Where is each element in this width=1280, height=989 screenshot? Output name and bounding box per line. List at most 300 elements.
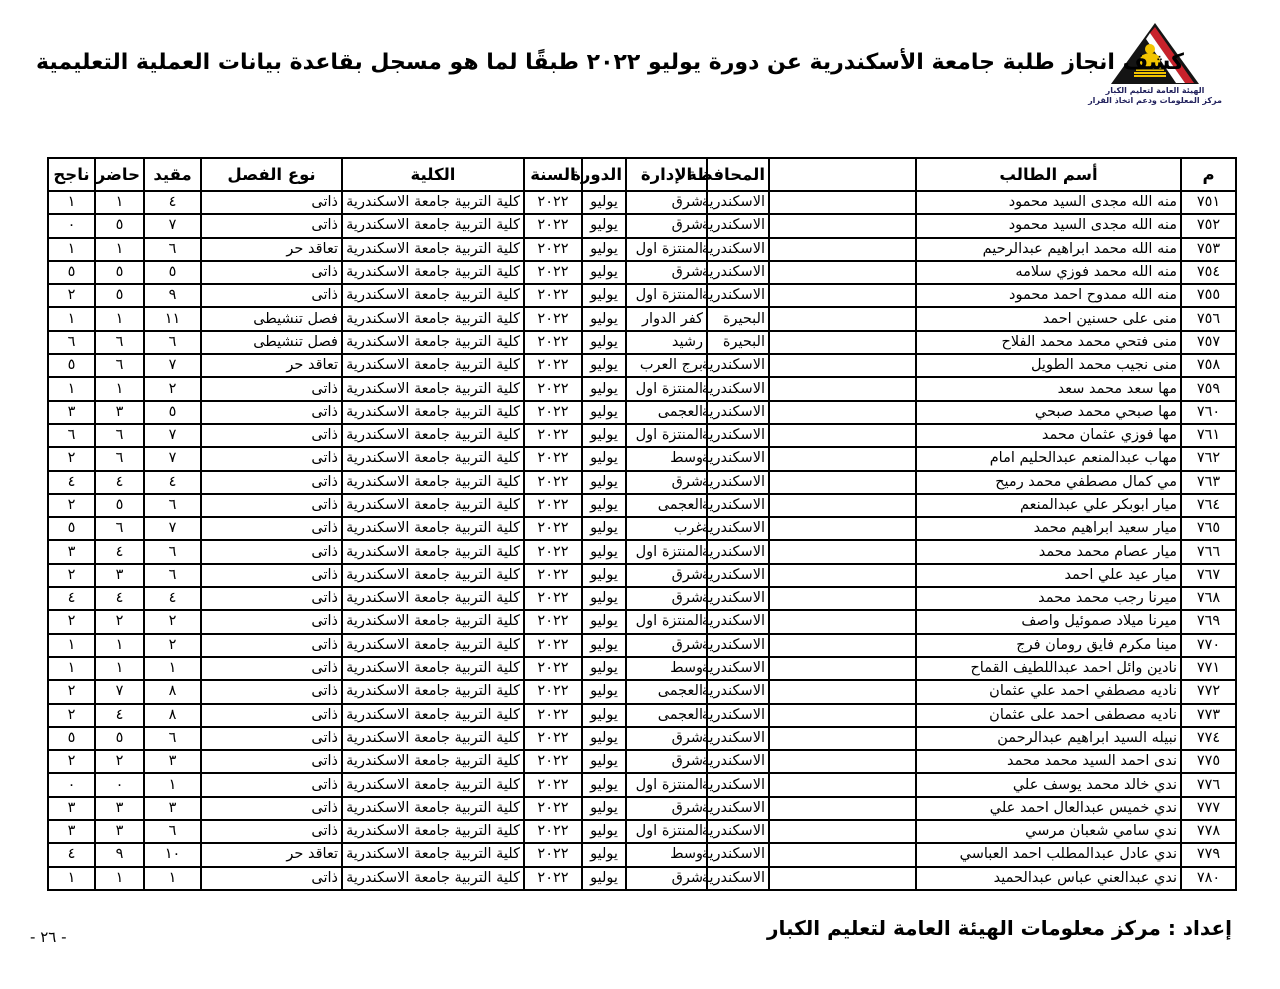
cell-college: كلية التربية جامعة الاسكندرية [342,820,524,843]
cell-college: كلية التربية جامعة الاسكندرية [342,494,524,517]
table-row [48,704,1236,727]
cell-number: ٧٦٤ [1181,494,1236,517]
spacer-cell [769,447,916,470]
cell-student-name: ندي خميس عبدالعال احمد علي [916,797,1181,820]
cell-student-name: نبيله السيد ابراهيم عبدالرحمن [916,727,1181,750]
spacer-cell [769,424,916,447]
cell-passed: ٣ [48,820,95,843]
cell-enrolled: ١ [144,773,201,796]
cell-session: يوليو [582,447,626,470]
cell-passed: ٠ [48,773,95,796]
cell-administration: المنتزة اول [626,820,707,843]
cell-year: ٢٠٢٢ [524,867,582,890]
cell-passed: ٣ [48,540,95,563]
col-header-number: م [1181,158,1236,191]
cell-passed: ٣ [48,401,95,424]
cell-governorate: الاسكندرية [707,634,769,657]
cell-class-type: ذاتى [201,657,342,680]
cell-class-type: ذاتى [201,587,342,610]
cell-number: ٧٧٣ [1181,704,1236,727]
table-header-row [48,158,1236,191]
cell-session: يوليو [582,517,626,540]
cell-enrolled: ١٠ [144,843,201,866]
cell-present: ٣ [95,401,144,424]
cell-number: ٧٧١ [1181,657,1236,680]
spacer-cell [769,587,916,610]
cell-present: ٥ [95,214,144,237]
table-row [48,773,1236,796]
cell-session: يوليو [582,680,626,703]
cell-year: ٢٠٢٢ [524,191,582,214]
cell-student-name: ميار عيد علي احمد [916,564,1181,587]
cell-college: كلية التربية جامعة الاسكندرية [342,867,524,890]
cell-present: ٥ [95,284,144,307]
table-row [48,727,1236,750]
cell-student-name: ميار سعيد ابراهيم محمد [916,517,1181,540]
cell-college: كلية التربية جامعة الاسكندرية [342,261,524,284]
spacer-cell [769,657,916,680]
cell-administration: شرق [626,727,707,750]
cell-administration: شرق [626,797,707,820]
cell-year: ٢٠٢٢ [524,727,582,750]
cell-year: ٢٠٢٢ [524,401,582,424]
cell-student-name: ندى احمد السيد محمد محمد [916,750,1181,773]
cell-session: يوليو [582,750,626,773]
cell-governorate: الاسكندرية [707,284,769,307]
cell-college: كلية التربية جامعة الاسكندرية [342,704,524,727]
cell-student-name: ميرنا ميلاد صموئيل واصف [916,610,1181,633]
table-row [48,494,1236,517]
cell-present: ٤ [95,471,144,494]
table-row [48,657,1236,680]
cell-enrolled: ٧ [144,517,201,540]
cell-governorate: البحيرة [707,331,769,354]
cell-present: ٤ [95,540,144,563]
col-header-passed: ناجح [48,158,95,191]
cell-year: ٢٠٢٢ [524,587,582,610]
cell-enrolled: ٧ [144,354,201,377]
cell-college: كلية التربية جامعة الاسكندرية [342,540,524,563]
cell-class-type: ذاتى [201,214,342,237]
cell-administration: شرق [626,587,707,610]
col-header-governorate: المحافظة [707,158,769,191]
cell-present: ٦ [95,354,144,377]
cell-present: ٠ [95,773,144,796]
cell-year: ٢٠٢٢ [524,610,582,633]
cell-passed: ٢ [48,610,95,633]
cell-year: ٢٠٢٢ [524,261,582,284]
cell-session: يوليو [582,377,626,400]
cell-administration: شرق [626,191,707,214]
cell-session: يوليو [582,471,626,494]
cell-session: يوليو [582,587,626,610]
cell-session: يوليو [582,307,626,330]
cell-governorate: الاسكندرية [707,564,769,587]
cell-passed: ٥ [48,517,95,540]
cell-enrolled: ٦ [144,238,201,261]
cell-governorate: الاسكندرية [707,494,769,517]
cell-year: ٢٠٢٢ [524,354,582,377]
cell-administration: غرب [626,517,707,540]
cell-college: كلية التربية جامعة الاسكندرية [342,238,524,261]
spacer-cell [769,377,916,400]
cell-passed: ٦ [48,424,95,447]
cell-class-type: ذاتى [201,680,342,703]
cell-student-name: ندي سامي شعبان مرسي [916,820,1181,843]
cell-governorate: الاسكندرية [707,238,769,261]
cell-passed: ٢ [48,704,95,727]
cell-class-type: ذاتى [201,750,342,773]
students-table [47,157,1237,891]
cell-governorate: الاسكندرية [707,750,769,773]
cell-present: ٦ [95,331,144,354]
cell-governorate: الاسكندرية [707,587,769,610]
cell-number: ٧٦٢ [1181,447,1236,470]
cell-number: ٧٧٢ [1181,680,1236,703]
cell-enrolled: ٤ [144,191,201,214]
cell-governorate: الاسكندرية [707,797,769,820]
cell-college: كلية التربية جامعة الاسكندرية [342,377,524,400]
cell-year: ٢٠٢٢ [524,657,582,680]
spacer-cell [769,680,916,703]
cell-number: ٧٧٨ [1181,820,1236,843]
spacer-cell [769,261,916,284]
cell-administration: كفر الدوار [626,307,707,330]
cell-enrolled: ٢ [144,634,201,657]
cell-class-type: ذاتى [201,471,342,494]
cell-class-type: ذاتى [201,727,342,750]
table-row [48,587,1236,610]
cell-administration: المنتزة اول [626,424,707,447]
cell-governorate: الاسكندرية [707,610,769,633]
cell-student-name: مهاب عبدالمنعم عبدالحليم امام [916,447,1181,470]
cell-governorate: الاسكندرية [707,447,769,470]
cell-administration: العجمى [626,494,707,517]
cell-session: يوليو [582,401,626,424]
cell-class-type: ذاتى [201,704,342,727]
cell-class-type: ذاتى [201,610,342,633]
cell-number: ٧٧٩ [1181,843,1236,866]
cell-passed: ٤ [48,587,95,610]
cell-student-name: ميار عصام محمد محمد [916,540,1181,563]
cell-college: كلية التربية جامعة الاسكندرية [342,843,524,866]
cell-present: ٢ [95,610,144,633]
cell-class-type: تعاقد حر [201,238,342,261]
cell-governorate: الاسكندرية [707,680,769,703]
spacer-cell [769,517,916,540]
cell-present: ١ [95,377,144,400]
spacer-cell [769,494,916,517]
cell-college: كلية التربية جامعة الاسكندرية [342,750,524,773]
cell-year: ٢٠٢٢ [524,214,582,237]
cell-enrolled: ٦ [144,564,201,587]
table-row [48,797,1236,820]
cell-governorate: الاسكندرية [707,401,769,424]
cell-number: ٧٥٣ [1181,238,1236,261]
table-row [48,214,1236,237]
cell-session: يوليو [582,284,626,307]
spacer-cell [769,354,916,377]
cell-enrolled: ٧ [144,424,201,447]
cell-college: كلية التربية جامعة الاسكندرية [342,657,524,680]
cell-number: ٧٧٤ [1181,727,1236,750]
table-row [48,261,1236,284]
cell-present: ٥ [95,261,144,284]
cell-present: ١ [95,191,144,214]
cell-class-type: ذاتى [201,377,342,400]
cell-number: ٧٦٠ [1181,401,1236,424]
cell-present: ٤ [95,587,144,610]
spacer-cell [769,238,916,261]
cell-administration: شرق [626,214,707,237]
cell-session: يوليو [582,657,626,680]
col-header-student-name: أسم الطالب [916,158,1181,191]
cell-present: ٣ [95,820,144,843]
col-header-year: السنة [524,158,582,191]
cell-number: ٧٦١ [1181,424,1236,447]
cell-year: ٢٠٢٢ [524,797,582,820]
cell-number: ٧٥٧ [1181,331,1236,354]
cell-year: ٢٠٢٢ [524,238,582,261]
table-row [48,610,1236,633]
cell-administration: وسط [626,447,707,470]
cell-enrolled: ٨ [144,704,201,727]
cell-student-name: ناديه مصطفى احمد على عثمان [916,704,1181,727]
spacer-cell [769,867,916,890]
cell-passed: ١ [48,657,95,680]
cell-college: كلية التربية جامعة الاسكندرية [342,797,524,820]
cell-administration: المنتزة اول [626,540,707,563]
cell-passed: ٣ [48,797,95,820]
table-row [48,424,1236,447]
cell-number: ٧٥٥ [1181,284,1236,307]
col-header-session: الدورة [582,158,626,191]
cell-governorate: الاسكندرية [707,773,769,796]
cell-governorate: الاسكندرية [707,424,769,447]
cell-college: كلية التربية جامعة الاسكندرية [342,307,524,330]
cell-number: ٧٧٥ [1181,750,1236,773]
cell-student-name: منى فتحي محمد محمد الفلاح [916,331,1181,354]
cell-enrolled: ٣ [144,750,201,773]
cell-present: ٦ [95,447,144,470]
cell-governorate: الاسكندرية [707,704,769,727]
spacer-cell [769,704,916,727]
table-row [48,447,1236,470]
cell-class-type: تعاقد حر [201,354,342,377]
cell-passed: ٤ [48,843,95,866]
cell-passed: ٤ [48,471,95,494]
cell-enrolled: ٥ [144,261,201,284]
cell-present: ٣ [95,797,144,820]
table-row [48,564,1236,587]
cell-passed: ١ [48,634,95,657]
cell-session: يوليو [582,331,626,354]
cell-present: ٢ [95,750,144,773]
cell-enrolled: ٦ [144,820,201,843]
cell-year: ٢٠٢٢ [524,540,582,563]
cell-year: ٢٠٢٢ [524,843,582,866]
cell-college: كلية التربية جامعة الاسكندرية [342,354,524,377]
cell-passed: ١ [48,867,95,890]
cell-passed: ٢ [48,447,95,470]
cell-present: ١ [95,307,144,330]
cell-class-type: ذاتى [201,401,342,424]
cell-governorate: الاسكندرية [707,191,769,214]
cell-class-type: ذاتى [201,494,342,517]
page-number: - ٢٦ - [30,928,67,946]
cell-number: ٧٧٦ [1181,773,1236,796]
cell-session: يوليو [582,610,626,633]
cell-number: ٧٥٦ [1181,307,1236,330]
cell-number: ٧٦٩ [1181,610,1236,633]
cell-present: ٦ [95,424,144,447]
cell-number: ٧٦٣ [1181,471,1236,494]
cell-year: ٢٠٢٢ [524,634,582,657]
col-header-present: حاضر [95,158,144,191]
cell-college: كلية التربية جامعة الاسكندرية [342,424,524,447]
cell-number: ٧٧٧ [1181,797,1236,820]
cell-present: ٦ [95,517,144,540]
cell-administration: وسط [626,657,707,680]
cell-passed: ٢ [48,284,95,307]
cell-present: ٤ [95,704,144,727]
cell-enrolled: ٧ [144,447,201,470]
cell-college: كلية التربية جامعة الاسكندرية [342,680,524,703]
cell-student-name: مها صبحي محمد صبحي [916,401,1181,424]
cell-session: يوليو [582,191,626,214]
spacer-cell [769,634,916,657]
cell-student-name: منى نجيب محمد الطويل [916,354,1181,377]
spacer-cell [769,564,916,587]
cell-student-name: منه الله مجدى السيد محمود [916,191,1181,214]
cell-number: ٧٥٤ [1181,261,1236,284]
table-row [48,540,1236,563]
cell-college: كلية التربية جامعة الاسكندرية [342,447,524,470]
cell-governorate: البحيرة [707,307,769,330]
cell-year: ٢٠٢٢ [524,494,582,517]
cell-session: يوليو [582,214,626,237]
cell-student-name: مها فوزي عثمان محمد [916,424,1181,447]
table-row [48,867,1236,890]
cell-college: كلية التربية جامعة الاسكندرية [342,191,524,214]
col-header-enrolled: مقيد [144,158,201,191]
cell-passed: ٢ [48,680,95,703]
cell-class-type: ذاتى [201,797,342,820]
spacer-cell [769,284,916,307]
table-row [48,331,1236,354]
cell-passed: ٥ [48,261,95,284]
cell-year: ٢٠٢٢ [524,284,582,307]
cell-passed: ٢ [48,494,95,517]
cell-class-type: فصل تنشيطى [201,331,342,354]
cell-passed: ١ [48,191,95,214]
table-row [48,377,1236,400]
cell-session: يوليو [582,634,626,657]
cell-student-name: مي كمال مصطفي محمد رميح [916,471,1181,494]
cell-administration: شرق [626,867,707,890]
table-row [48,471,1236,494]
cell-enrolled: ٨ [144,680,201,703]
cell-number: ٧٧٠ [1181,634,1236,657]
spacer-column [769,158,916,191]
spacer-cell [769,750,916,773]
cell-class-type: فصل تنشيطى [201,307,342,330]
cell-student-name: ميار ابوبكر علي عبدالمنعم [916,494,1181,517]
cell-college: كلية التربية جامعة الاسكندرية [342,634,524,657]
cell-passed: ١ [48,307,95,330]
table-row [48,401,1236,424]
cell-present: ٥ [95,727,144,750]
cell-enrolled: ٦ [144,494,201,517]
cell-session: يوليو [582,261,626,284]
cell-student-name: منه الله مجدى السيد محمود [916,214,1181,237]
spacer-cell [769,843,916,866]
cell-administration: شرق [626,634,707,657]
cell-session: يوليو [582,540,626,563]
table-row [48,284,1236,307]
table-row [48,634,1236,657]
cell-class-type: ذاتى [201,540,342,563]
cell-year: ٢٠٢٢ [524,750,582,773]
cell-session: يوليو [582,820,626,843]
cell-session: يوليو [582,704,626,727]
cell-student-name: منه الله محمد فوزي سلامه [916,261,1181,284]
cell-administration: رشيد [626,331,707,354]
cell-governorate: الاسكندرية [707,657,769,680]
cell-enrolled: ٢ [144,377,201,400]
cell-administration: شرق [626,471,707,494]
cell-number: ٧٥٩ [1181,377,1236,400]
cell-year: ٢٠٢٢ [524,424,582,447]
cell-class-type: تعاقد حر [201,843,342,866]
cell-college: كلية التربية جامعة الاسكندرية [342,214,524,237]
col-header-college: الكلية [342,158,524,191]
cell-governorate: الاسكندرية [707,727,769,750]
table-row [48,680,1236,703]
cell-number: ٧٦٧ [1181,564,1236,587]
cell-number: ٧٥٢ [1181,214,1236,237]
cell-passed: ٥ [48,727,95,750]
cell-student-name: ميرنا رجب محمد محمد [916,587,1181,610]
cell-year: ٢٠٢٢ [524,564,582,587]
cell-enrolled: ٤ [144,587,201,610]
cell-passed: ٥ [48,354,95,377]
page-title: كشف انجاز طلبة جامعة الأسكندرية عن دورة يوليو ٢٠٢٢ طبقًا لما هو مسجل بقاعدة بيانات العملية التعليمية [36,50,1184,75]
cell-student-name: منه الله ممدوح احمد محمود [916,284,1181,307]
cell-session: يوليو [582,773,626,796]
cell-enrolled: ١١ [144,307,201,330]
cell-student-name: ندي عبدالعني عباس عبدالحميد [916,867,1181,890]
cell-student-name: مينا مكرم فايق رومان فرج [916,634,1181,657]
table-row [48,238,1236,261]
table-row [48,517,1236,540]
cell-class-type: ذاتى [201,447,342,470]
cell-present: ١ [95,657,144,680]
spacer-cell [769,401,916,424]
cell-governorate: الاسكندرية [707,261,769,284]
cell-governorate: الاسكندرية [707,377,769,400]
prepared-by: إعداد : مركز معلومات الهيئة العامة لتعليم الكبار [766,916,1232,940]
cell-session: يوليو [582,564,626,587]
spacer-cell [769,727,916,750]
cell-class-type: ذاتى [201,773,342,796]
cell-present: ١ [95,238,144,261]
cell-class-type: ذاتى [201,820,342,843]
cell-class-type: ذاتى [201,284,342,307]
cell-enrolled: ٧ [144,214,201,237]
cell-college: كلية التربية جامعة الاسكندرية [342,773,524,796]
cell-present: ١ [95,634,144,657]
